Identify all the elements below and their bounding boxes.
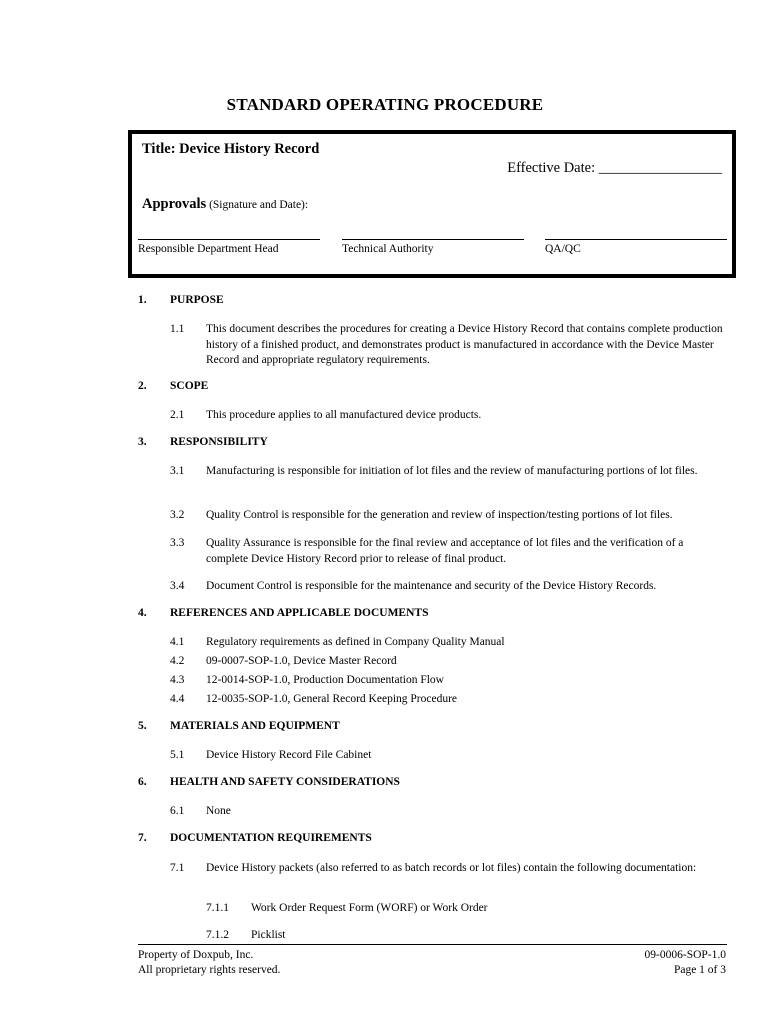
paragraph-text: 09-0007-SOP-1.0, Device Master Record xyxy=(206,655,397,667)
paragraph-text: 12-0014-SOP-1.0, Production Documentation Flow xyxy=(206,674,444,686)
section-title: REFERENCES AND APPLICABLE DOCUMENTS xyxy=(170,607,429,619)
section-number: 2. xyxy=(138,380,147,392)
paragraph-number: 3.3 xyxy=(170,537,185,549)
sop-title: Title: Device History Record xyxy=(142,141,320,157)
paragraph-number: 3.1 xyxy=(170,465,185,477)
paragraph-text: Device History Record File Cabinet xyxy=(206,749,372,761)
paragraph-number: 7.1.1 xyxy=(206,902,229,914)
section-number: 4. xyxy=(138,607,147,619)
section-number: 3. xyxy=(138,436,147,448)
paragraph-text: None xyxy=(206,805,231,817)
signature-block-technical-authority xyxy=(342,231,524,255)
section-title: SCOPE xyxy=(170,380,209,392)
paragraph-number: 7.1 xyxy=(170,862,185,874)
signature-block-department-head xyxy=(138,231,320,255)
paragraph-text: 12-0035-SOP-1.0, General Record Keeping Procedure xyxy=(206,693,458,705)
paragraph-number: 5.1 xyxy=(170,749,185,761)
section-number: 6. xyxy=(138,776,147,788)
paragraph-text: Manufacturing is responsible for initiation of lot files and the review of manufacturing portions of lot files. xyxy=(206,465,698,477)
paragraph-text: Quality Control is responsible for the generation and review of inspection/testing portions of lot files. xyxy=(206,509,673,521)
paragraph-text: Picklist xyxy=(251,929,286,941)
section-title: PURPOSE xyxy=(170,294,224,306)
signature-role: QA/QC xyxy=(545,243,581,255)
signature-block-qa-qc xyxy=(545,231,727,255)
section-number: 1. xyxy=(138,294,147,306)
paragraph-number: 4.4 xyxy=(170,693,185,705)
paragraph-number: 3.4 xyxy=(170,580,185,592)
paragraph-text: Regulatory requirements as defined in Company Quality Manual xyxy=(206,636,505,648)
section-title: HEALTH AND SAFETY CONSIDERATIONS xyxy=(170,776,400,788)
paragraph-number: 7.1.2 xyxy=(206,929,229,941)
footer-divider xyxy=(138,944,727,945)
signature-line xyxy=(545,239,727,240)
effective-date: Effective Date: _________________ xyxy=(507,160,722,176)
document-title: STANDARD OPERATING PROCEDURE xyxy=(226,95,544,114)
footer-page-number: Page 1 of 3 xyxy=(673,964,726,976)
paragraph-number: 6.1 xyxy=(170,805,185,817)
footer-left xyxy=(138,948,280,978)
footer-owner: Property of Doxpub, Inc. xyxy=(138,949,254,961)
signature-role: Technical Authority xyxy=(342,243,434,255)
signature-role: Responsible Department Head xyxy=(138,243,279,255)
section-number: 7. xyxy=(138,832,147,844)
paragraph-text: Work Order Request Form (WORF) or Work Order xyxy=(251,902,488,914)
approvals-subtext: (Signature and Date): xyxy=(206,199,309,211)
section-number: 5. xyxy=(138,720,147,732)
paragraph-text: This procedure applies to all manufactured device products. xyxy=(206,409,482,421)
footer-right xyxy=(645,948,726,978)
paragraph-number: 4.2 xyxy=(170,655,185,667)
footer-rights: All proprietary rights reserved. xyxy=(138,964,281,976)
signature-line xyxy=(342,239,524,240)
paragraph-number: 3.2 xyxy=(170,509,185,521)
paragraph-number: 1.1 xyxy=(170,323,185,335)
section-title: MATERIALS AND EQUIPMENT xyxy=(170,720,340,732)
signature-line xyxy=(138,239,320,240)
paragraph-text: Quality Assurance is responsible for the final review and acceptance of lot files and the verification of a complete Device History Record prior to release of final product. xyxy=(206,537,684,565)
section-title: DOCUMENTATION REQUIREMENTS xyxy=(170,832,372,844)
approvals-heading: Approvals xyxy=(142,196,207,212)
footer-doc-number: 09-0006-SOP-1.0 xyxy=(644,949,726,961)
paragraph-text: Device History packets (also referred to as batch records or lot files) contain the following documentation: xyxy=(206,862,697,874)
approvals-label xyxy=(142,196,308,213)
header-box xyxy=(128,130,736,278)
paragraph-text: This document describes the procedures for creating a Device History Record that contains complete production history of a finished product, and demonstrates product is manufactured in accordance with the Device Master Record and appropriate regulatory requirements. xyxy=(206,323,723,366)
paragraph-number: 4.3 xyxy=(170,674,185,686)
section-title: RESPONSIBILITY xyxy=(170,436,268,448)
paragraph-text: Document Control is responsible for the maintenance and security of the Device History Records. xyxy=(206,580,657,592)
paragraph-number: 2.1 xyxy=(170,409,185,421)
paragraph-number: 4.1 xyxy=(170,636,185,648)
